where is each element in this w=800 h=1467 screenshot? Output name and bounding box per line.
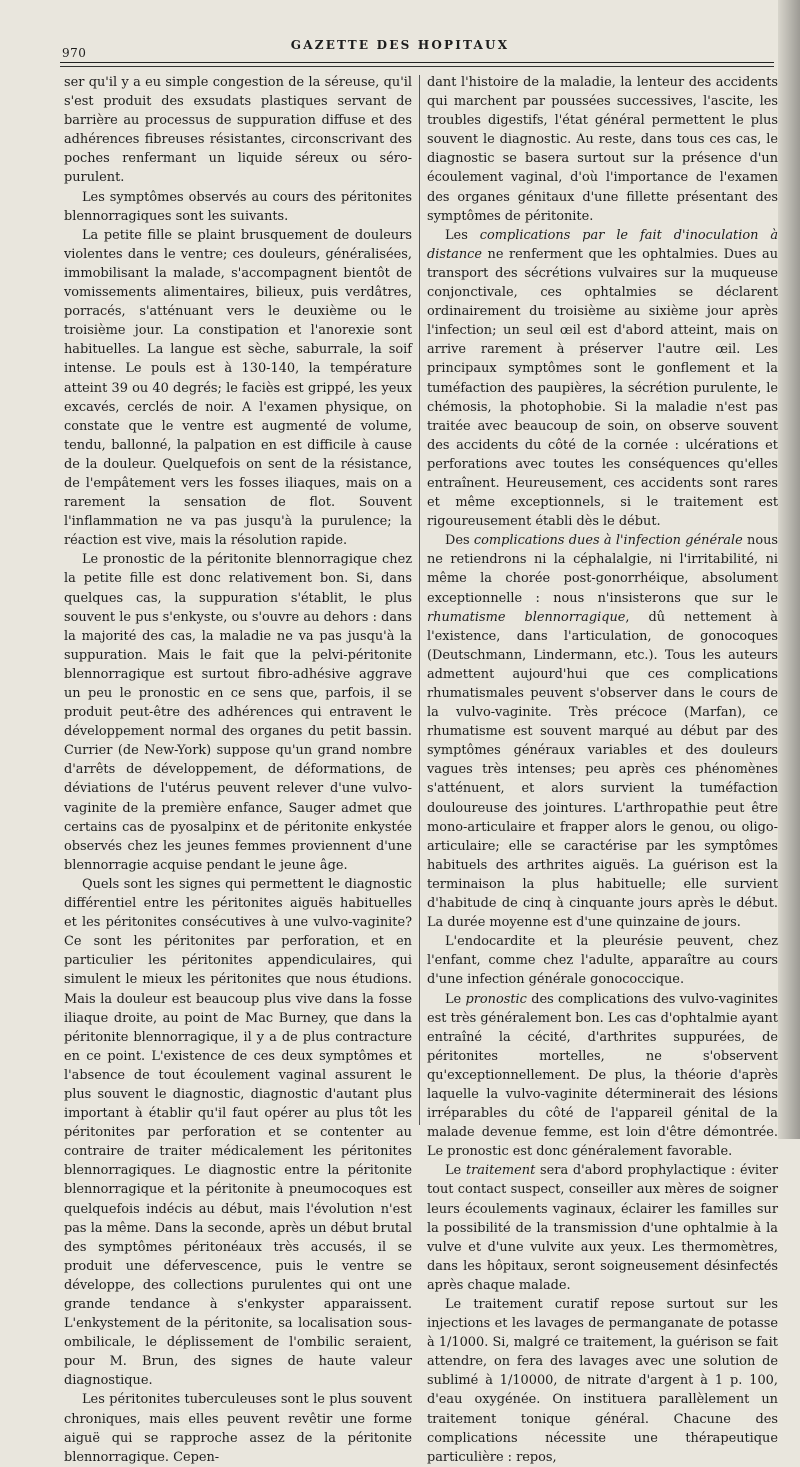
paragraph: ser qu'il y a eu simple congestion de la séreuse, qu'il s'est produit des exsudats plastiques servant de barrière au processus de suppuration diffuse et des adhérences fibreuses résistantes, circonscrivant des poches renfermant un liquide séreux ou séro-purulent. xyxy=(64,75,412,186)
paragraph: L'endocardite et la pleurésie peuvent, chez l'enfant, comme chez l'adulte, apparaître au cours d'une infection générale gonococcique. xyxy=(427,934,778,988)
paragraph xyxy=(427,1161,778,1295)
paragraph: Quels sont les signes qui permettent le diagnostic différentiel entre les péritonites aiguës habituelles et les péritonites consécutives à une vulvo-vaginite? Ce sont les péritonites par perforation, et en particulier les péritonites appendiculaires, qui simulent le mieux les péritonites que nous étudions. Mais la douleur est beaucoup plus vive dans la fosse iliaque droite, au point de Mac Burney, que dans la péritonite blennorragique, il y a de plus contracture en ce point. L'existence de ces deux symptômes et l'absence de tout écoulement vaginal assurent le plus souvent le diagnostic, diagnostic d'autant plus important à établir qu'il faut opérer au plus tôt les péritonites par perforation et se contenter au contraire de traiter médicalement les péritonites blennorragiques. Le diagnostic entre la péritonite blennorragique et la péritonite à pneumocoques est quelquefois indécis au début, mais l'évolution n'est pas la même. Dans la seconde, après un début brutal des symptômes péritonéaux très accusés, il se produit une défervescence, puis le ventre se développe, des collections purulentes qui ont une grande tendance à s'enkyster apparaissent. L'enkystement de la péritonite, sa localisation sous-ombilicale, le déplissement de l'ombilic seraient, pour M. Brun, des signes de haute valeur diagnostique. xyxy=(64,876,412,1389)
text-run: Le xyxy=(445,1163,466,1179)
page-number: 970 xyxy=(62,46,87,60)
right-column xyxy=(427,73,778,1467)
italic-term: traitement xyxy=(465,1163,536,1179)
journal-title: GAZETTE DES HOPITAUX xyxy=(290,38,510,52)
italic-term: pronostic xyxy=(465,991,527,1007)
paragraph: Les péritonites tuberculeuses sont le plus souvent chroniques, mais elles peuvent revêtir une forme aiguë qui se rapproche assez de la péritonite blennorragique. Cepen- xyxy=(64,1392,412,1465)
paragraph xyxy=(427,990,778,1162)
header-rule-thin xyxy=(60,66,774,67)
paragraph: Le pronostic de la péritonite blennorragique chez la petite fille est donc relativement bon. Si, dans quelques cas, la suppuration s'établit, le plus souvent le pus s'enkyste, ou s'ouvre au dehors : dans la majorité des cas, la maladie ne va pas jusqu'à la suppuration. Mais le fait que la pelvi-péritonite blennorragique est surtout fibro-adhésive aggrave un peu le pronostic en ce sens que, parfois, il se produit peut-être des adhérences qui entravent le développement normal des organes du petit bassin. Currier (de New-York) suppose qu'un grand nombre d'arrêts de développement, de déformations, de déviations de l'utérus peuvent relever d'une vulvo-vaginite de la première enfance, Sauger admet que certains cas de pyosalpinx et de péritonite enkystée observés chez les jeunes femmes proviennent d'une blennorragie acquise pendant le jeune âge. xyxy=(64,552,412,873)
text-run: Des xyxy=(445,533,474,549)
paragraph xyxy=(427,226,778,532)
page-edge-shadow xyxy=(778,0,800,1139)
paragraph xyxy=(427,531,778,932)
paragraph: La petite fille se plaint brusquement de douleurs violentes dans le ventre; ces douleurs, généralisées, immobilisant la malade, s'accompagnent bientôt de vomissements alimentaires, bilieux, puis verdâtres, porracés, s'atténuant vers le deuxième ou le troisième jour. La constipation et l'anorexie sont habituelles. La langue est sèche, saburrale, la soif intense. Le pouls est à 130-140, la température atteint 39 ou 40 degrés; le faciès est grippé, les yeux excavés, cerclés de noir. A l'examen physique, on constate que le ventre est augmenté de volume, tendu, ballonné, la palpation en est difficile à cause de la douleur. Quelquefois on sent de la résistance, de l'empâtement vers les fosses iliaques, mais on a rarement la sensation de flot. Souvent l'inflammation ne va pas jusqu'à la purulence; la réaction est vive, mais la résolution rapide. xyxy=(64,227,412,549)
italic-term: complications dues à l'infection générale xyxy=(473,533,743,549)
text-run: Le xyxy=(445,991,466,1007)
text-run: nous ne retiendrons ni la céphalalgie, ni l'irritabilité, ni même la chorée post-gonorrhéique, absolument exceptionnelle : nous n'insisterons que sur le xyxy=(427,533,778,606)
left-column xyxy=(64,73,412,1467)
text-run: , dû nettement à l'existence, dans l'articulation, de gonocoques (Deutschmann, Lindermann, etc.). Tous les auteurs admettent aujourd'hui que ces complications rhumatismales peuvent s'observer dans le cours de la vulvo-vaginite. Très précoce (Marfan), ce rhumatisme est souvent marqué au début par des symptômes généraux variables et des douleurs vagues très intenses; peu après ces phénomènes s'atténuent, et alors survient la tuméfaction douloureuse des jointures. L'arthropathie peut être mono-articulaire et frapper alors le genou, ou oligo-articulaire; elle se caractérise par les symptômes habituels des arthrites aiguës. La guérison est la terminaison la plus habituelle; elle survient d'habitude de cinq à cinquante jours après le début. La durée moyenne est d'une quinzaine de jours. xyxy=(427,609,778,931)
italic-term: rhumatisme blennorragique xyxy=(427,609,626,625)
paragraph: dant l'histoire de la maladie, la lenteur des accidents qui marchent par poussées successives, l'ascite, les troubles digestifs, l'état général permettent le plus souvent le diagnostic. Au reste, dans tous ces cas, le diagnostic se basera surtout sur la présence d'un écoulement vaginal, d'où l'importance de l'examen des organes génitaux d'une fillette présentant des symptômes de péritonite. xyxy=(427,75,778,224)
column-divider xyxy=(419,75,420,1125)
paragraph: Les symptômes observés au cours des péritonites blennorragiques sont les suivants. xyxy=(64,189,412,224)
header-rule-thick xyxy=(60,62,774,63)
text-run: ne renferment que les ophtalmies. Dues au transport des sécrétions vulvaires sur la muqueuse conjonctivale, ces ophtalmies se déclarent ordinairement du troisième au sixième jour après l'infection; un seul œil est d'abord atteint, mais on arrive rarement à préserver l'autre œil. Les principaux symptômes sont le gonflement et la tuméfaction des paupières, la sécrétion purulente, le chémosis, la photophobie. Si la maladie n'est pas traitée avec beaucoup de soin, on observe souvent des accidents du côté de la cornée : ulcérations et perforations avec toutes les conséquences qu'elles entraînent. Heureusement, ces accidents sont rares et même exceptionnels, si le traitement est rigoureusement établi dès le début. xyxy=(427,246,778,530)
italic-term: complications par le fait d'inoculation à distance xyxy=(427,227,779,262)
text-run: Les xyxy=(445,227,480,243)
text-run: des complications des vulvo-vaginites est très généralement bon. Les cas d'ophtalmie ayant entraîné la cécité, d'arthrites suppurées, de péritonites mortelles, ne s'observent qu'exceptionnellement. De plus, la théorie d'après laquelle la vulvo-vaginite déterminerait des lésions irréparables du côté de l'appareil génital de la malade devenue femme, est loin d'être démontrée. Le pronostic est donc généralement favorable. xyxy=(427,991,778,1160)
text-run: sera d'abord prophylactique : éviter tout contact suspect, conseiller aux mères de soigner leurs écoulements vaginaux, éclairer les familles sur la possibilité de la transmission d'une ophtalmie à la vulve et d'une vulvite aux yeux. Les thermomètres, dans les hôpitaux, seront soigneusement désinfectés après chaque malade. xyxy=(427,1163,778,1293)
paragraph: Le traitement curatif repose surtout sur les injections et les lavages de permanganate de potasse à 1/1000. Si, malgré ce traitement, la guérison se fait attendre, on fera des lavages avec une solution de sublimé à 1/10000, de nitrate d'argent à 1 p. 100, d'eau oxygénée. On instituera parallèlement un traitement tonique général. Chacune des complications nécessite une thérapeutique particulière : repos, xyxy=(427,1297,778,1465)
